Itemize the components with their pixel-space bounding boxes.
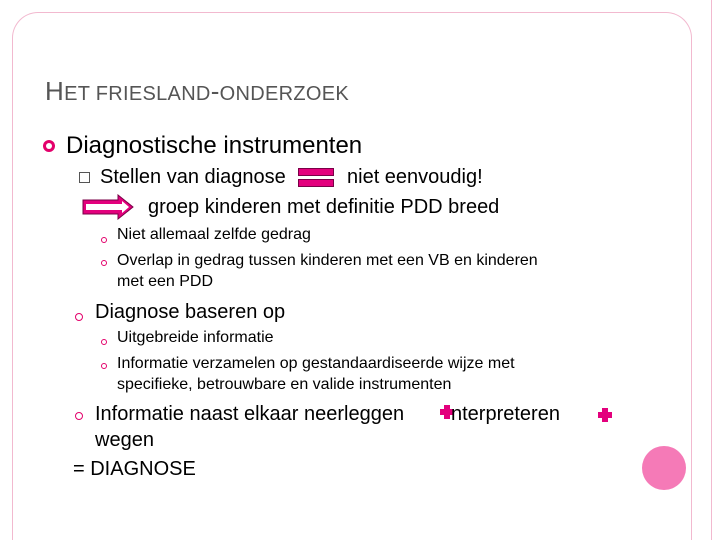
level2-text: Stellen van diagnose [100,166,286,188]
checkbox-bullet-icon [79,172,90,183]
title-initial: H [45,76,65,106]
equals-icon [298,167,334,187]
title-part: ONDERZOEK [219,83,350,105]
sub-bullet-text: Niet allemaal zelfde gedrag [117,226,311,243]
ring-bullet-icon [101,363,107,369]
conclusion-text: = DIAGNOSE [73,458,196,480]
sub-bullet-text: Uitgebreide informatie [117,329,274,346]
title-part: FRIESLAND [95,83,211,105]
ring-bullet-icon [101,237,107,243]
sub-bullet-text: Informatie verzamelen op gestandaardiseerde wijze met [117,355,515,372]
level2-text-c: groep kinderen met definitie PDD breed [148,196,500,218]
point-text-cont: wegen [95,429,154,451]
sub-bullet-text-cont: met een PDD [117,273,214,290]
level2-text-b: niet eenvoudig! [347,166,483,188]
ring-bullet-icon [101,260,107,266]
title-dash: - [210,76,220,106]
point-text-b: nterpreteren [451,403,560,425]
ring-bullet-icon [75,313,83,321]
bullet-icon [43,140,55,152]
point-text: Informatie naast elkaar neerleggen [95,403,405,425]
point-text: Diagnose baseren op [95,301,286,323]
plus-icon [598,408,612,422]
ring-bullet-icon [75,412,83,420]
slide-title [45,76,349,107]
sub-bullet-text: Overlap in gedrag tussen kinderen met een VB en kinderen [117,252,538,269]
level1-text: Diagnostische instrumenten [66,132,363,159]
frame-line [711,0,712,540]
sub-bullet-text-cont: specifieke, betrouwbare en valide instrumenten [117,376,452,393]
arrow-right-icon [82,194,134,220]
ring-bullet-icon [101,339,107,345]
decorative-circle [642,446,686,490]
title-part: ET [64,83,96,105]
